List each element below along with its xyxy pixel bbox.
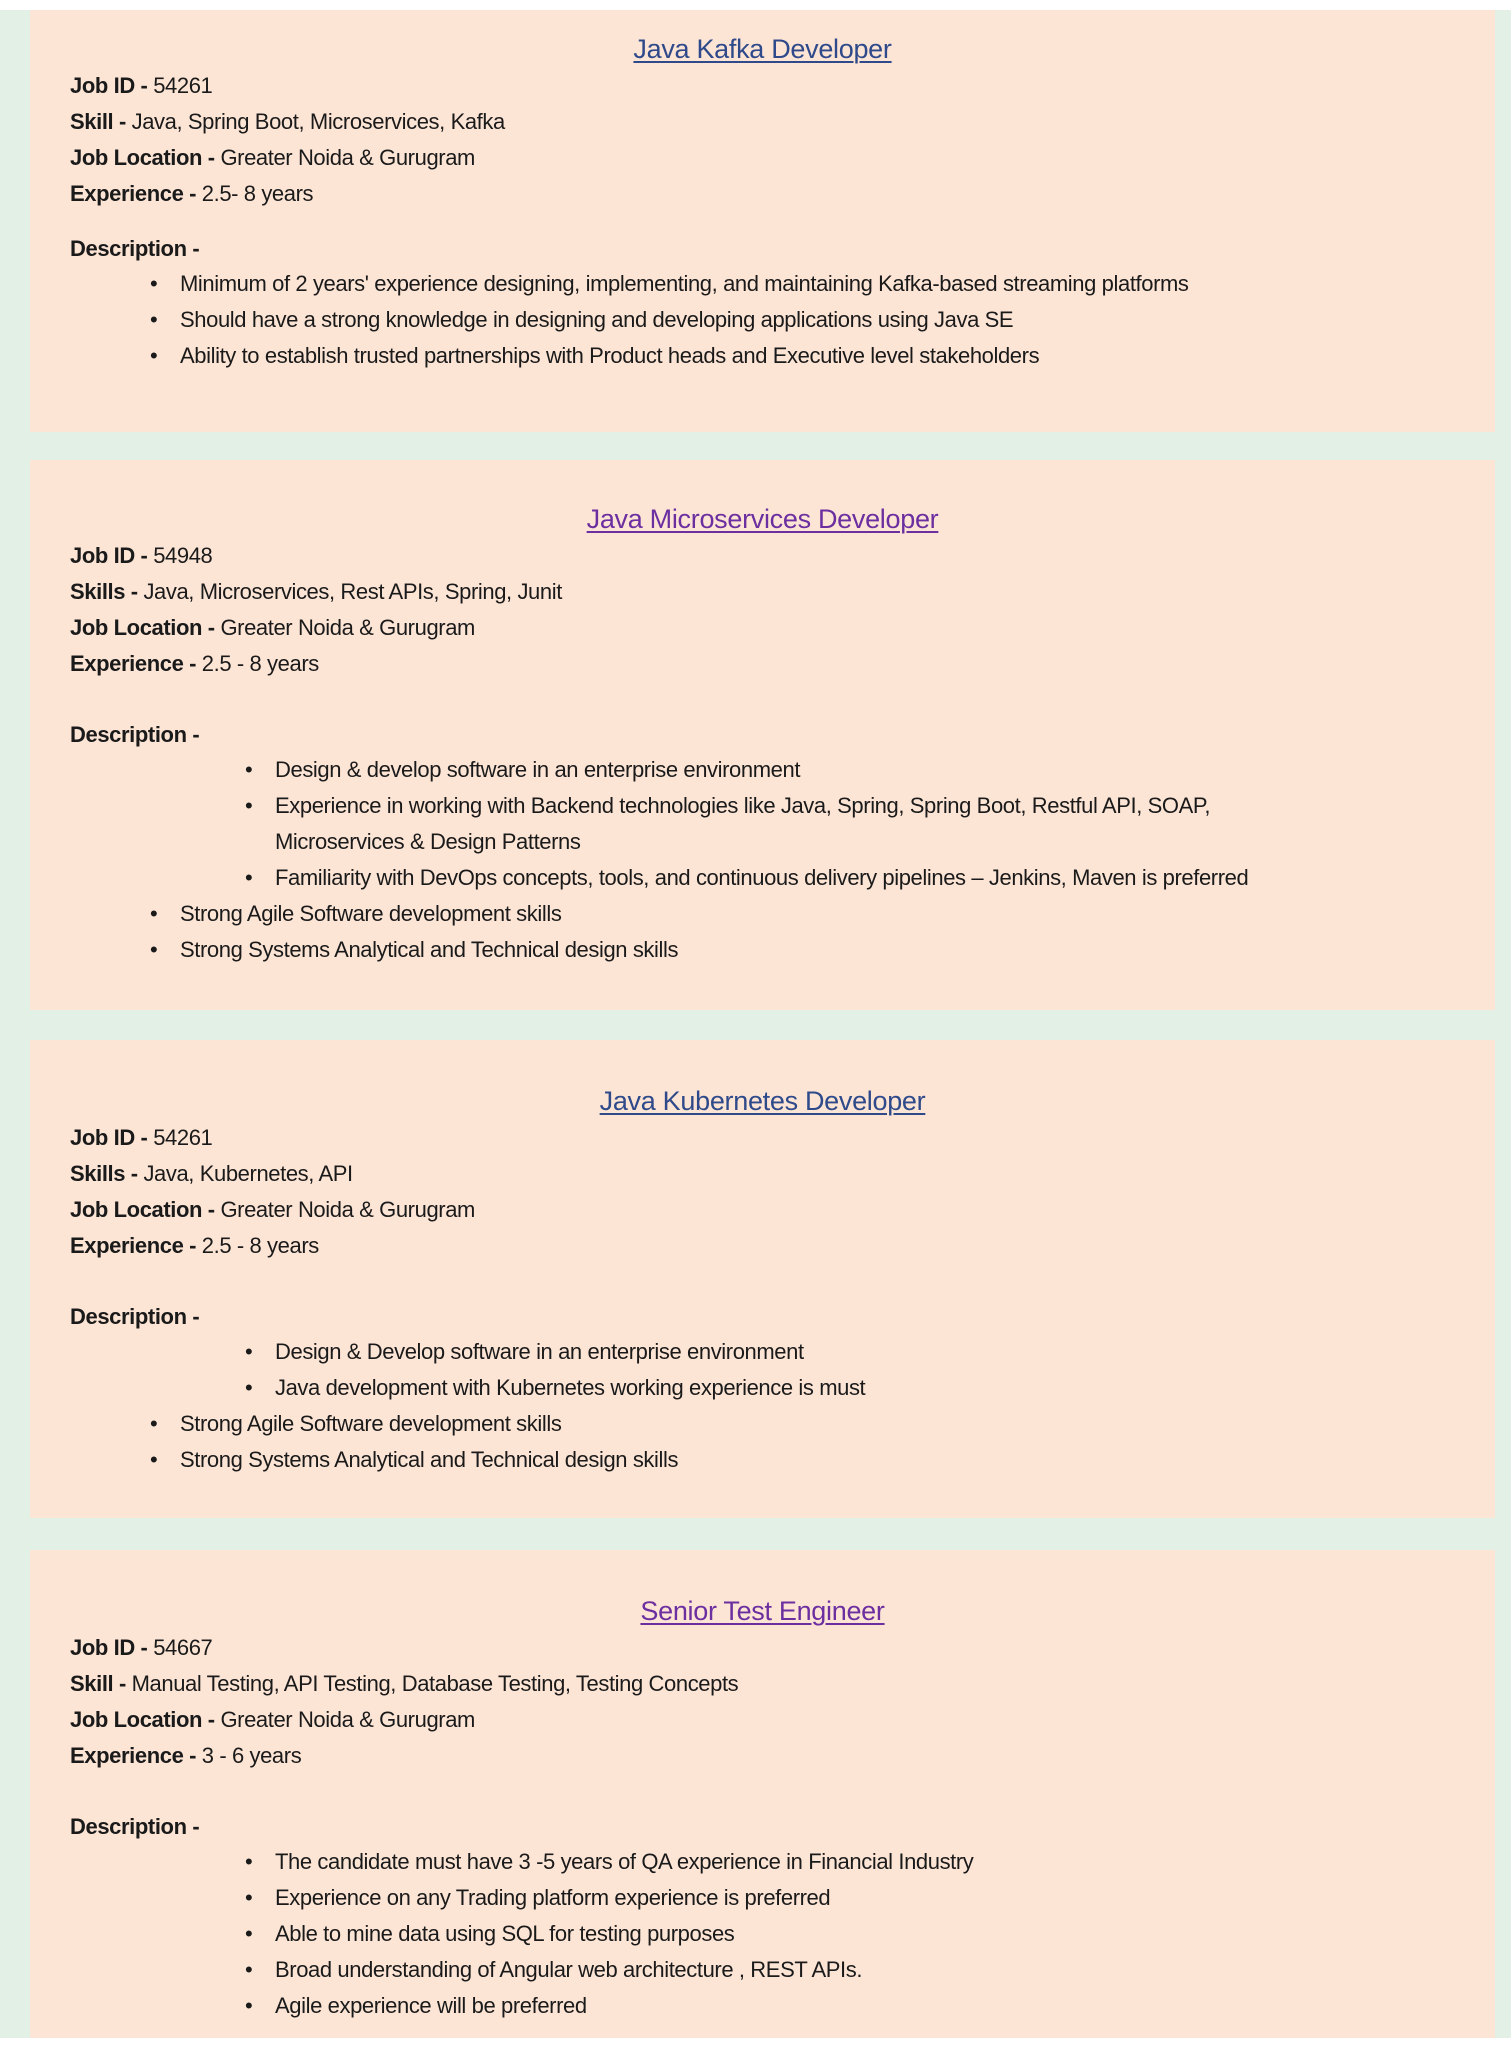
location-label: Job Location - bbox=[70, 615, 221, 640]
description-list-indented bbox=[70, 1334, 1455, 1406]
location-label: Job Location - bbox=[70, 1197, 221, 1222]
experience-line bbox=[70, 1738, 1455, 1774]
location-value: Greater Noida & Gurugram bbox=[220, 1197, 475, 1222]
list-item: • Agile experience will be preferred bbox=[275, 1988, 1455, 2024]
experience-label: Experience - bbox=[70, 181, 202, 206]
location-value: Greater Noida & Gurugram bbox=[220, 615, 475, 640]
experience-label: Experience - bbox=[70, 1233, 202, 1258]
job-id-line bbox=[70, 1630, 1455, 1666]
skills-label: Skill - bbox=[70, 1671, 132, 1696]
list-item: • Strong Agile Software development skills bbox=[180, 896, 1455, 932]
job-title-link[interactable]: Java Kubernetes Developer bbox=[599, 1086, 926, 1116]
skills-line bbox=[70, 104, 1455, 140]
list-item: • Experience in working with Backend technologies like Java, Spring, Spring Boot, Restful API, SOAP, Microservices & Design Patterns bbox=[275, 788, 1300, 860]
job-title-row bbox=[70, 1084, 1455, 1118]
description-label: Description - bbox=[70, 1304, 200, 1329]
description-list bbox=[70, 266, 1455, 374]
skills-line bbox=[70, 1666, 1455, 1702]
job-id-value: 54948 bbox=[153, 543, 213, 568]
experience-value: 2.5 - 8 years bbox=[201, 1233, 319, 1258]
job-title-link[interactable]: Senior Test Engineer bbox=[640, 1596, 885, 1626]
job-id-line bbox=[70, 68, 1455, 104]
job-id-line bbox=[70, 538, 1455, 574]
list-item: • Design & develop software in an enterprise environment bbox=[275, 752, 1300, 788]
list-item: • Should have a strong knowledge in designing and developing applications using Java SE bbox=[180, 302, 1455, 338]
job-title-row bbox=[70, 502, 1455, 536]
list-item: • Strong Systems Analytical and Technical design skills bbox=[180, 1442, 1455, 1478]
list-item: • Design & Develop software in an enterprise environment bbox=[275, 1334, 1455, 1370]
job-id-label: Job ID - bbox=[70, 1125, 154, 1150]
location-label: Job Location - bbox=[70, 1707, 221, 1732]
job-listings-page bbox=[0, 10, 1511, 2038]
location-line bbox=[70, 1702, 1455, 1738]
job-card-java-kafka-developer bbox=[30, 10, 1495, 432]
skills-value: Java, Kubernetes, API bbox=[143, 1161, 353, 1186]
description-list-indented bbox=[70, 752, 1300, 896]
job-id-value: 54261 bbox=[153, 1125, 213, 1150]
job-id-label: Job ID - bbox=[70, 1635, 154, 1660]
description-list-indented bbox=[70, 1844, 1455, 2024]
job-card-java-kubernetes-developer bbox=[30, 1040, 1495, 1518]
experience-label: Experience - bbox=[70, 1743, 202, 1768]
skills-value: Java, Spring Boot, Microservices, Kafka bbox=[131, 109, 505, 134]
location-label: Job Location - bbox=[70, 145, 221, 170]
list-item: • Minimum of 2 years' experience designing, implementing, and maintaining Kafka-based streaming platforms bbox=[180, 266, 1455, 302]
list-item: • Able to mine data using SQL for testing purposes bbox=[275, 1916, 1455, 1952]
list-item: • Strong Agile Software development skills bbox=[180, 1406, 1455, 1442]
job-title-row bbox=[70, 1594, 1455, 1628]
description-label: Description - bbox=[70, 1814, 200, 1839]
list-item: • Strong Systems Analytical and Technical design skills bbox=[180, 932, 1455, 968]
location-line bbox=[70, 140, 1455, 176]
skills-line bbox=[70, 1156, 1455, 1192]
job-id-line bbox=[70, 1120, 1455, 1156]
skills-line bbox=[70, 574, 1455, 610]
list-item: • Ability to establish trusted partnerships with Product heads and Executive level stakeholders bbox=[180, 338, 1455, 374]
experience-value: 2.5 - 8 years bbox=[201, 651, 319, 676]
location-line bbox=[70, 610, 1455, 646]
experience-value: 2.5- 8 years bbox=[201, 181, 314, 206]
experience-value: 3 - 6 years bbox=[201, 1743, 302, 1768]
experience-line bbox=[70, 1228, 1455, 1264]
job-id-value: 54261 bbox=[153, 73, 213, 98]
location-value: Greater Noida & Gurugram bbox=[220, 1707, 475, 1732]
experience-label: Experience - bbox=[70, 651, 202, 676]
skills-label: Skill - bbox=[70, 109, 132, 134]
job-id-label: Job ID - bbox=[70, 543, 154, 568]
skills-label: Skills - bbox=[70, 579, 144, 604]
job-id-value: 54667 bbox=[153, 1635, 213, 1660]
skills-value: Manual Testing, API Testing, Database Testing, Testing Concepts bbox=[131, 1671, 739, 1696]
job-card-java-microservices-developer bbox=[30, 460, 1495, 1010]
list-item: • Experience on any Trading platform experience is preferred bbox=[275, 1880, 1455, 1916]
list-item: • The candidate must have 3 -5 years of QA experience in Financial Industry bbox=[275, 1844, 1455, 1880]
list-item: • Familiarity with DevOps concepts, tools, and continuous delivery pipelines – Jenkins, Maven is preferred bbox=[275, 860, 1300, 896]
list-item: • Broad understanding of Angular web architecture , REST APIs. bbox=[275, 1952, 1455, 1988]
description-list bbox=[70, 1406, 1455, 1478]
job-title-row bbox=[70, 32, 1455, 66]
description-label: Description - bbox=[70, 722, 200, 747]
experience-line bbox=[70, 646, 1455, 682]
list-item: • Java development with Kubernetes working experience is must bbox=[275, 1370, 1455, 1406]
job-title-link[interactable]: Java Microservices Developer bbox=[586, 504, 939, 534]
job-id-label: Job ID - bbox=[70, 73, 154, 98]
location-value: Greater Noida & Gurugram bbox=[220, 145, 475, 170]
skills-label: Skills - bbox=[70, 1161, 144, 1186]
job-title-link[interactable]: Java Kafka Developer bbox=[633, 34, 892, 64]
skills-value: Java, Microservices, Rest APIs, Spring, Junit bbox=[143, 579, 562, 604]
location-line bbox=[70, 1192, 1455, 1228]
description-list bbox=[70, 896, 1455, 968]
job-card-senior-test-engineer bbox=[30, 1550, 1495, 2038]
description-label: Description - bbox=[70, 236, 200, 261]
experience-line bbox=[70, 176, 1455, 212]
